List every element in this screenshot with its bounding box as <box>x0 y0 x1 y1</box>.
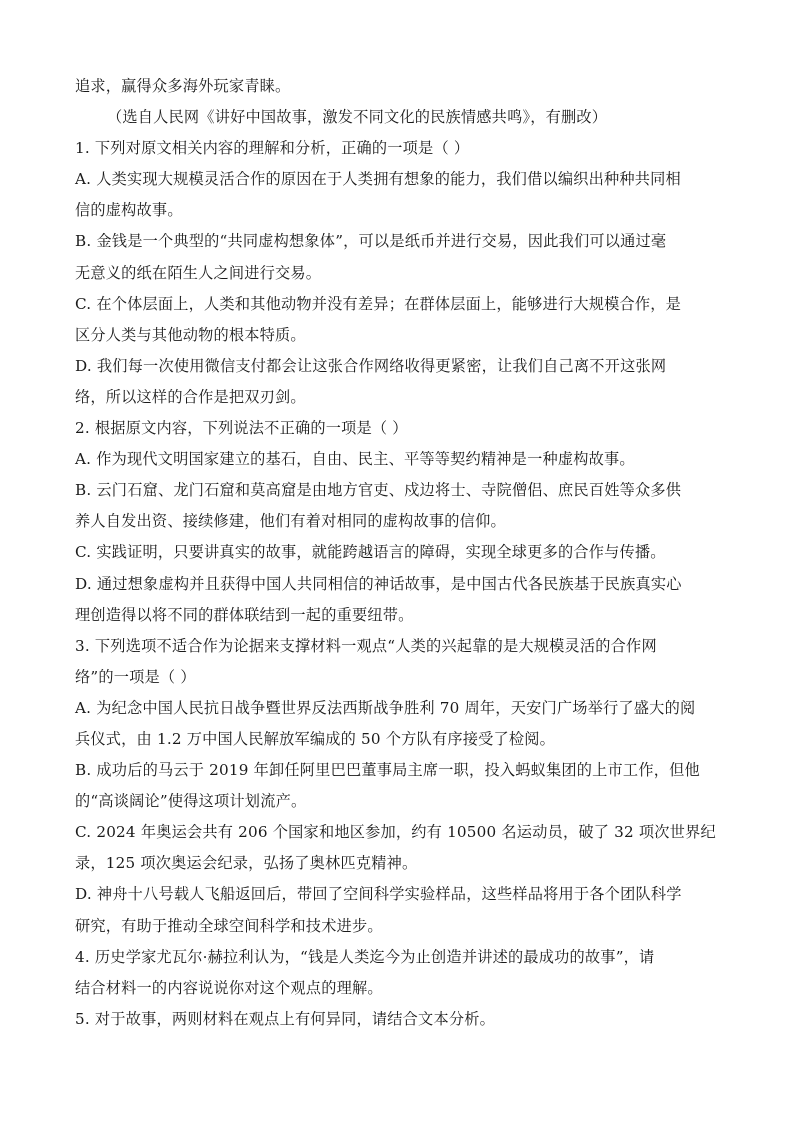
option-d: D. 通过想象虚构并且获得中国人共同相信的神话故事，是中国古代各民族基于民族真实心 <box>75 574 682 593</box>
option-a: A. 作为现代文明国家建立的基石，自由、民主、平等等契约精神是一种虚构故事。 <box>75 450 635 469</box>
option-a-cont: 兵仪式，由 1.2 万中国人民解放军编成的 50 个方队有序接受了检阅。 <box>75 729 556 748</box>
option-d-cont: 研究，有助于推动全球空间科学和技术进步。 <box>75 916 383 935</box>
option-b-cont: 的“高谈阔论”使得这项计划流产。 <box>75 792 307 811</box>
option-d-cont: 理创造得以将不同的群体联结到一起的重要纽带。 <box>75 605 414 624</box>
question-stem: 2. 根据原文内容，下列说法不正确的一项是（ ） <box>75 419 408 438</box>
document-page <box>75 76 720 1040</box>
source-citation: （选自人民网《讲好中国故事，激发不同文化的民族情感共鸣》，有删改） <box>107 108 608 127</box>
question-stem: 5. 对于故事，两则材料在观点上有何异同，请结合文本分析。 <box>75 1009 495 1028</box>
intro-tail-text: 追求，赢得众多海外玩家青睐。 <box>75 77 291 95</box>
option-a-cont: 信的虚构故事。 <box>75 201 183 220</box>
option-c: C. 在个体层面上，人类和其他动物并没有差异；在群体层面上，能够进行大规模合作，是 <box>75 294 682 313</box>
option-d: D. 神舟十八号载人飞船返回后，带回了空间科学实验样品，这些样品将用于各个团队科学 <box>75 885 682 904</box>
option-d: D. 我们每一次使用微信支付都会让这张合作网络收得更紧密，让我们自己离不开这张网 <box>75 356 667 375</box>
option-a: A. 为纪念中国人民抗日战争暨世界反法西斯战争胜利 70 周年，天安门广场举行了盛大的阅 <box>75 698 696 717</box>
question-stem: 3. 下列选项不适合作为论据来支撑材料一观点“人类的兴起靠的是大规模灵活的合作网 <box>75 636 657 655</box>
question-5 <box>75 1009 720 1029</box>
option-d-cont: 络，所以这样的合作是把双刃剑。 <box>75 387 306 406</box>
option-b-cont: 无意义的纸在陌生人之间进行交易。 <box>75 263 322 282</box>
question-2 <box>75 418 720 625</box>
question-stem: 4. 历史学家尤瓦尔·赫拉利认为，“钱是人类迄今为止创造并讲述的最成功的故事”，请 <box>75 947 655 966</box>
option-b-cont: 养人自发出资、接续修建，他们有着对相同的虚构故事的信仰。 <box>75 512 506 531</box>
option-b: B. 成功后的马云于 2019 年卸任阿里巴巴董事局主席一职，投入蚂蚁集团的上市工作，但他 <box>75 761 700 780</box>
question-stem: 1. 下列对原文相关内容的理解和分析，正确的一项是（ ） <box>75 139 470 158</box>
question-4 <box>75 947 720 998</box>
option-c-cont: 录，125 项次奥运会纪录，弘扬了奥林匹克精神。 <box>75 854 418 873</box>
option-b: B. 金钱是一个典型的“共同虚构想象体”，可以是纸币并进行交易，因此我们可以通过毫 <box>75 232 667 251</box>
question-3 <box>75 636 720 936</box>
question-1 <box>75 138 720 407</box>
option-a: A. 人类实现大规模灵活合作的原因在于人类拥有想象的能力，我们借以编织出种种共同相 <box>75 170 681 189</box>
question-stem-cont: 络”的一项是（ ） <box>75 667 196 686</box>
question-stem-cont: 结合材料一的内容说说你对这个观点的理解。 <box>75 978 383 997</box>
option-c: C. 实践证明，只要讲真实的故事，就能跨越语言的障碍，实现全球更多的合作与传播。 <box>75 543 666 562</box>
option-c-cont: 区分人类与其他动物的根本特质。 <box>75 325 306 344</box>
option-c: C. 2024 年奥运会共有 206 个国家和地区参加，约有 10500 名运动员，破了 32 项次世界纪 <box>75 823 716 842</box>
option-b: B. 云门石窟、龙门石窟和莫高窟是由地方官吏、戍边将士、寺院僧侣、庶民百姓等众多供 <box>75 481 682 500</box>
